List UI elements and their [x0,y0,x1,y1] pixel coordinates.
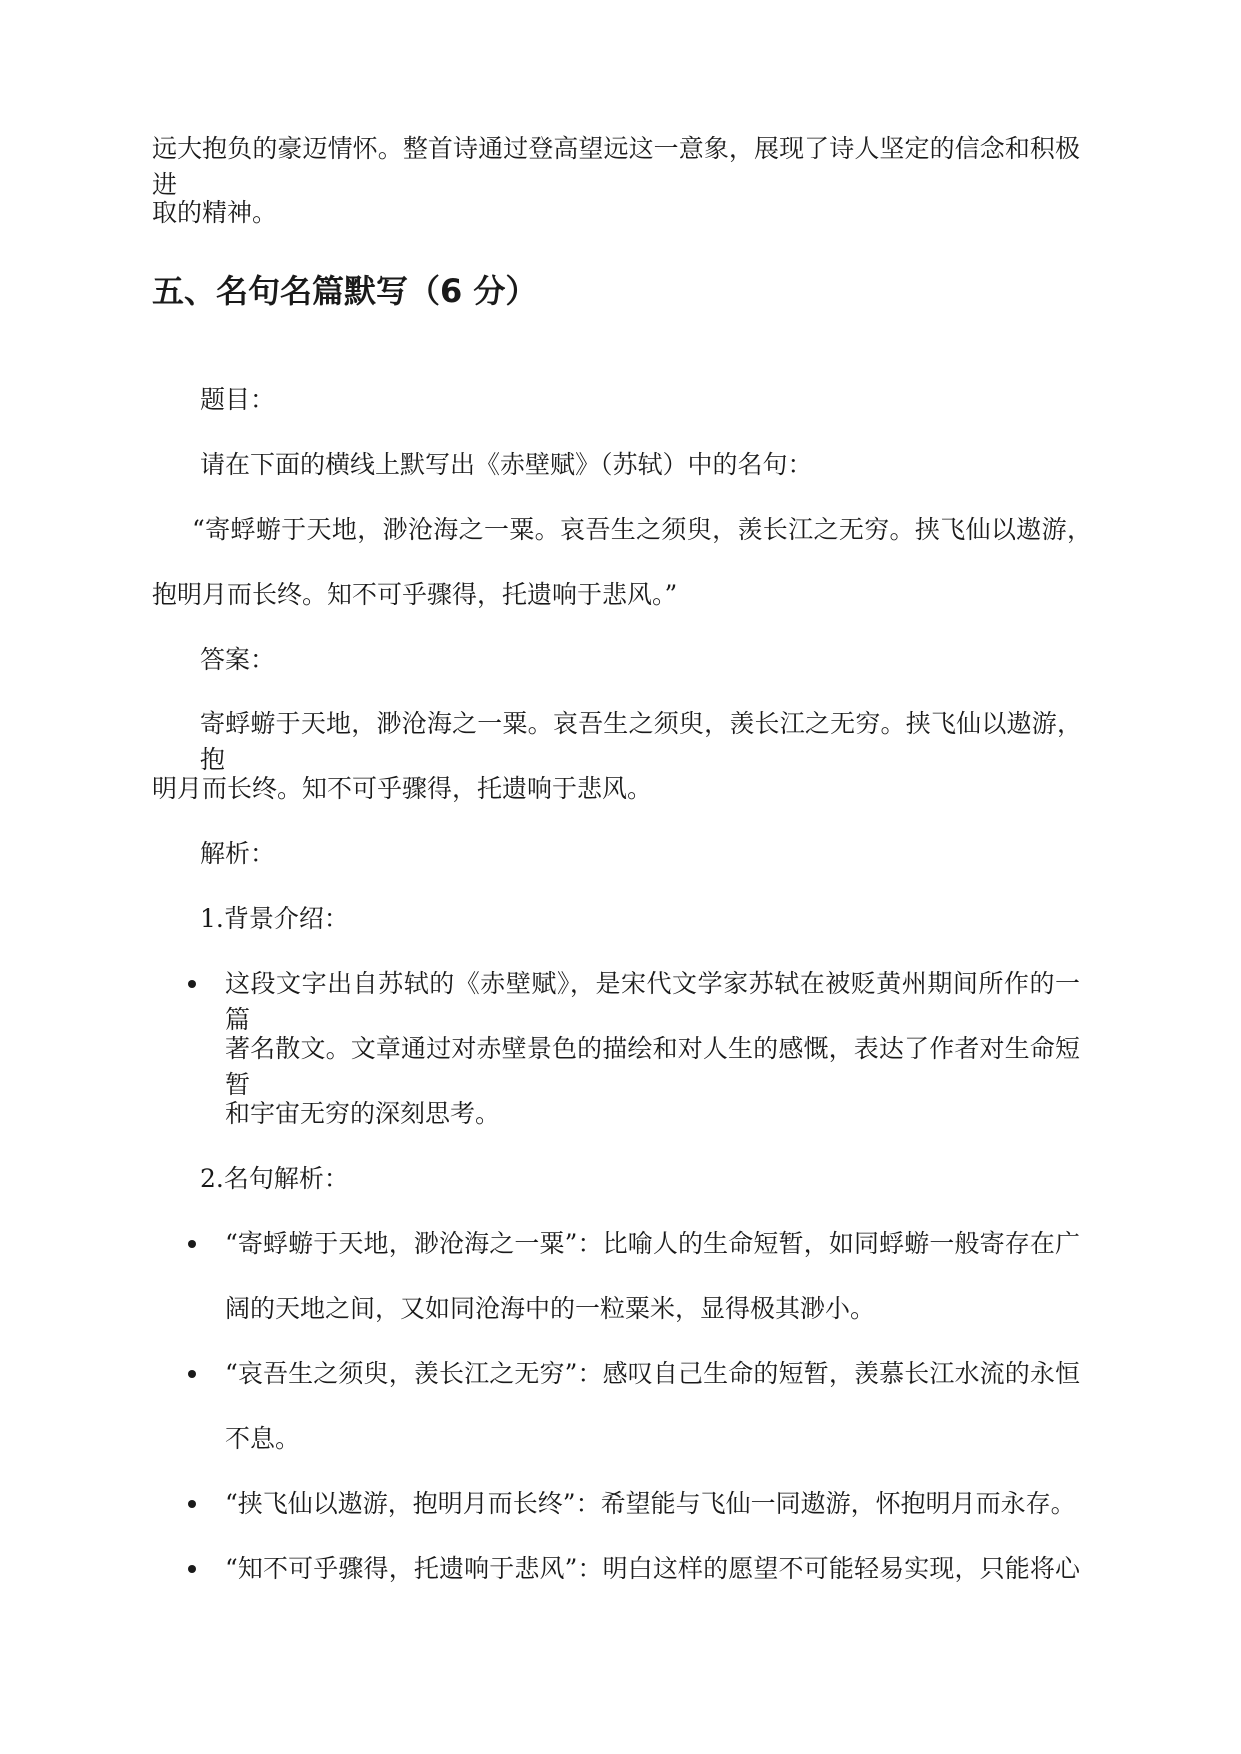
intro-line-2: 取的精神。 [152,198,278,227]
analysis-label: 解析： [200,839,276,868]
background-line-2: 著名散文。文章通过对赤壁景色的描绘和对人生的感慨，表达了作者对生命短暂 [225,1034,1080,1099]
bullet-dot [188,1565,196,1573]
answer-line-2: 明月而长终。知不可乎骤得，托遗响于悲风。 [152,774,653,803]
phrase-heading: 2.名句解析： [200,1164,349,1193]
answer-line-1: 寄蜉蝣于天地，渺沧海之一粟。哀吾生之须臾，羡长江之无穷。挟飞仙以遨游，抱 [200,709,1082,774]
phrase-3-line-1: “挟飞仙以遨游，抱明月而长终”：希望能与飞仙一同遨游，怀抱明月而永存。 [225,1489,1076,1518]
answer-label: 答案： [200,645,276,674]
phrase-2-line-2: 不息。 [225,1424,301,1453]
question-quote-line-1: “寄蜉蝣于天地，渺沧海之一粟。哀吾生之须臾，羡长江之无穷。挟飞仙以遨游， [192,515,1092,544]
background-line-1: 这段文字出自苏轼的《赤壁赋》，是宋代文学家苏轼在被贬黄州期间所作的一篇 [225,969,1080,1034]
intro-line-1: 远大抱负的豪迈情怀。整首诗通过登高望远这一意象，展现了诗人坚定的信念和积极进 [152,134,1080,199]
question-quote-line-2: 抱明月而长终。知不可乎骤得，托遗响于悲风。” [152,580,678,609]
phrase-1-line-2: 阔的天地之间，又如同沧海中的一粒粟米，显得极其渺小。 [225,1294,876,1323]
bullet-dot [188,1240,196,1248]
phrase-1-line-1: “寄蜉蝣于天地，渺沧海之一粟”：比喻人的生命短暂，如同蜉蝣一般寄存在广 [225,1229,1080,1258]
bullet-dot [188,980,196,988]
background-line-3: 和宇宙无穷的深刻思考。 [225,1099,501,1128]
phrase-4-line-1: “知不可乎骤得，托遗响于悲风”：明白这样的愿望不可能轻易实现，只能将心 [225,1554,1080,1583]
question-label: 题目： [200,385,276,414]
question-prompt: 请在下面的横线上默写出《赤壁赋》（苏轼）中的名句： [200,450,813,479]
phrase-2-line-1: “哀吾生之须臾，羡长江之无穷”：感叹自己生命的短暂，羡慕长江水流的永恒 [225,1359,1080,1388]
bullet-dot [188,1500,196,1508]
bullet-dot [188,1370,196,1378]
background-heading: 1.背景介绍： [200,904,349,933]
section-heading: 五、名句名篇默写（6 分） [152,272,538,310]
